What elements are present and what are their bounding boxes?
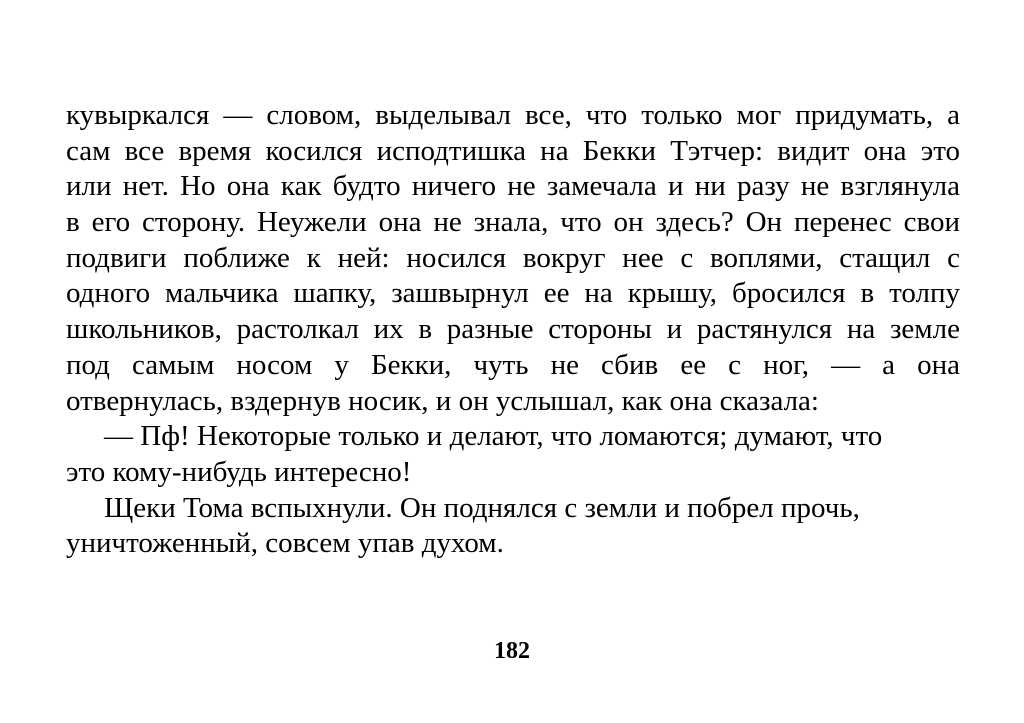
text-line: кувыркался — словом, выделывал все, что только мог придумать, а: [66, 99, 960, 131]
paragraph: [66, 491, 960, 562]
paragraph: [66, 419, 960, 490]
text-line: в его сторону. Неужели она не знала, что он здесь? Он перенес свои: [66, 206, 960, 239]
text-line: школьников, растолкал их в разные стороны и растянулся на земле: [66, 313, 960, 346]
text-line: отвернулась, вздернув носик, и он услышал, как она сказала:: [66, 384, 819, 417]
text-line: подвиги поближе к ней: носился вокруг нее с воплями, стащил с: [66, 241, 960, 274]
page-number: 182: [494, 638, 530, 664]
text-line: одного мальчика шапку, зашвырнул ее на крышу, бросился в толпу: [66, 277, 960, 310]
text-line: это кому-нибудь интересно!: [66, 455, 412, 488]
text-line: сам все время косился исподтишка на Бекки Тэтчер: видит она это: [66, 134, 960, 167]
paragraph: [66, 98, 960, 419]
text-line: уничтоженный, совсем упав духом.: [66, 527, 504, 560]
text-line: Щеки Тома вспыхнули. Он поднялся с земли и побрел прочь,: [104, 491, 860, 524]
page-body: [66, 98, 960, 562]
text-line: — Пф! Некоторые только и делают, что ломаются; думают, что: [104, 420, 883, 453]
text-line: под самым носом у Бекки, чуть не сбив ее с ног, — а она: [66, 348, 960, 381]
text-line: или нет. Но она как будто ничего не замечала и ни разу не взглянула: [66, 170, 960, 203]
